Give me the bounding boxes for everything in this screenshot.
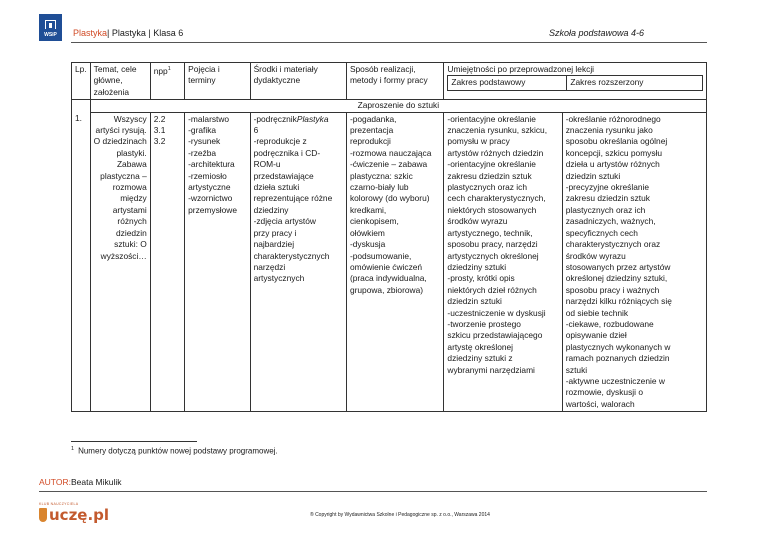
- cell-line: -aktywne uczestniczenie w: [565, 375, 665, 386]
- author-line: [39, 477, 122, 487]
- cell-line: znaczenia rysunku, szkicu,: [447, 125, 548, 136]
- header-pojecia: Pojęcia i terminy: [185, 63, 250, 100]
- cell-line: znaczenia rysunku jako: [565, 125, 653, 136]
- cell-line: sposobu określania ogólnej: [565, 136, 668, 147]
- cell-line: niektórych dzieł różnych: [447, 284, 537, 295]
- cell-line: -architektura: [188, 159, 235, 170]
- header-umiejetnosci: Umiejętności po przeprowadzonej lekcji Zakres podstawowy Zakres rozszerzony: [444, 63, 707, 100]
- cell-line: sztuki: O: [114, 239, 147, 250]
- author-name: Beata Mikulik: [70, 477, 122, 487]
- cell-line: rozmowie, dyskusji o: [565, 387, 643, 398]
- header-temat: Temat, cele główne, założenia: [90, 63, 150, 100]
- cell-line: -prosty, krótki opis: [447, 273, 515, 284]
- cell-line: plastycznych oraz ich: [565, 204, 646, 215]
- cell-line: dzieła sztuki: [253, 182, 300, 193]
- cell-line: reprezentujące różne: [253, 193, 333, 204]
- pencil-icon: [39, 508, 47, 522]
- section-row: [72, 100, 707, 112]
- cell-line: grupowa, zbiorowa): [349, 284, 424, 295]
- cell-line: szkicu przedstawiającego: [447, 330, 543, 341]
- footnote-marker: 1: [71, 446, 75, 452]
- lesson-row: [72, 112, 707, 412]
- cell-line: sztuki: [565, 364, 588, 375]
- cell-line: od siebie technik: [565, 307, 629, 318]
- cell-line: 3.1: [153, 125, 166, 136]
- cell-line: niektórych stosowanych: [447, 204, 537, 215]
- footnote: [71, 446, 278, 456]
- cell-line: -grafika: [188, 125, 217, 136]
- cell-line: artystycznych określonej: [447, 250, 539, 261]
- cell-line: zakresu dziedzin sztuk: [447, 170, 532, 181]
- header-zakres-rozszerzony: Zakres rozszerzony: [567, 76, 703, 90]
- cell-line: -orientacyjne określanie: [447, 113, 536, 124]
- cell-line: -określanie różnorodnego: [565, 113, 661, 124]
- cell-line: środków wyrazu: [447, 216, 508, 227]
- header-npp: npp$^1$: [150, 63, 184, 100]
- cell-line: -rzeźba: [188, 147, 217, 158]
- cell-line: artystami: [112, 204, 147, 215]
- cell-line: między: [120, 193, 147, 204]
- cell-line: dziedziny: [253, 204, 289, 215]
- cell-line: -orientacyjne określanie: [447, 159, 536, 170]
- cell-line: reprodukcji: [349, 136, 391, 147]
- cell-line: kolorowy (do wyboru): [349, 193, 430, 204]
- cell-line: dziedzin sztuki: [565, 170, 621, 181]
- cell-line: wybranymi narzędziami: [447, 364, 535, 375]
- cell-line: -tworzenie prostego: [447, 318, 521, 329]
- header-rule: [71, 42, 707, 43]
- cell-line: charakterystycznych oraz: [565, 239, 661, 250]
- header-sposob: Sposób realizacji, metody i formy pracy: [346, 63, 443, 100]
- cell-line: ramach poznanych dziedzin: [565, 353, 670, 364]
- subject-rest: | Plastyka | Klasa 6: [107, 28, 184, 38]
- cell-line: charakterystycznych: [253, 250, 330, 261]
- cell-line: 6: [253, 125, 259, 136]
- logo-mark-icon: [45, 20, 56, 29]
- cell-line: plastyki.: [116, 147, 147, 158]
- cell-line: -wzornictwo: [188, 193, 233, 204]
- cell-line: prezentacja: [349, 125, 394, 136]
- cell-line: dziedzin: [116, 227, 147, 238]
- lesson-plan-table: [71, 62, 707, 412]
- cell-line: zasadniczych, ważnych,: [565, 216, 656, 227]
- header-lp: Lp.: [72, 63, 91, 100]
- subject-header: [73, 28, 183, 38]
- cell-line: cienkopisem,: [349, 216, 399, 227]
- cell-line: dzieła u artystów różnych: [565, 159, 660, 170]
- cell-line: Wszyscy: [113, 113, 147, 124]
- cell-line: określonej dziedziny sztuki,: [565, 273, 668, 284]
- cell-line: -precyzyjne określanie: [565, 182, 650, 193]
- footer-rule: [39, 491, 707, 492]
- footnote-text: Numery dotyczą punktów nowej podstawy programowej.: [78, 446, 278, 456]
- cell-line: plastyczna –: [100, 170, 147, 181]
- copyright: ® Copyright by Wydawnictwa Szkolne i Pedagogiczne sp. z o.o., Warszawa 2014: [310, 512, 490, 518]
- cell-line: artystycznych: [253, 273, 305, 284]
- cell-line: dziedziny sztuki: [447, 261, 507, 272]
- cell-line: sposobu pracy, narzędzi: [447, 239, 538, 250]
- cell-line: artystycznego, technik,: [447, 227, 533, 238]
- header-zakres-podstawowy: Zakres podstawowy: [448, 76, 567, 90]
- section-title: Zaproszenie do sztuki: [90, 100, 706, 112]
- cell-line: artyści rysują.: [95, 125, 147, 136]
- footnote-rule: [71, 441, 197, 442]
- cell-line: artystyczne: [188, 182, 231, 193]
- cell-line: kredkami,: [349, 204, 387, 215]
- cell-line: -rozmowa nauczająca: [349, 147, 432, 158]
- cell-line: narzędzi: [253, 261, 286, 272]
- cell-line: -rzemiosło: [188, 170, 227, 181]
- cell-line: środków wyrazu: [565, 250, 626, 261]
- cell-line: dziedziny sztuki z: [447, 353, 513, 364]
- cell-line: -ciekawe, rozbudowane: [565, 318, 654, 329]
- cell-line: cech charakterystycznych,: [447, 193, 546, 204]
- author-label: AUTOR:: [39, 477, 71, 487]
- header-row: [72, 63, 707, 100]
- cell-line: wartości, walorach: [565, 398, 635, 409]
- cell-line: podręcznika i CD-: [253, 147, 321, 158]
- cell-line: dziedzin sztuki: [447, 296, 502, 307]
- cell-line: sposobu pracy i ważnych: [565, 284, 660, 295]
- cell-line: -uczestniczenie w dyskusji: [447, 307, 546, 318]
- cell-line: omówienie ćwiczeń: [349, 261, 423, 272]
- ucze-logo: [39, 502, 109, 525]
- cell-line: plastycznych oraz ich: [447, 182, 528, 193]
- cell-line: 3.2: [153, 136, 166, 147]
- header-srodki: Środki i materiały dydaktyczne: [250, 63, 346, 100]
- row-zakres-podstawowy: [444, 112, 562, 412]
- cell-line: wyższości…: [100, 250, 147, 261]
- cell-line: (praca indywidualna,: [349, 273, 427, 284]
- cell-line: koncepcji, szkicu pomysłu: [565, 147, 663, 158]
- cell-line: plastyczna: szkic: [349, 170, 413, 181]
- cell-line: -malarstwo: [188, 113, 230, 124]
- cell-line: -dyskusja: [349, 239, 386, 250]
- cell-line: Zabawa: [116, 159, 147, 170]
- logo-wordmark: uczę.pl: [49, 506, 110, 524]
- cell-line: opisywanie dzieł: [565, 330, 627, 341]
- cell-line: przy pracy i: [253, 227, 297, 238]
- cell-line: 2.2: [153, 113, 166, 124]
- cell-line: specyficznych cech: [565, 227, 638, 238]
- row-sposob: [346, 112, 443, 412]
- cell-line: O dziedzinach: [93, 136, 147, 147]
- school-level: Szkoła podstawowa 4-6: [548, 28, 644, 38]
- cell-line: najbardziej: [253, 239, 295, 250]
- cell-line: pomysłu w pracy: [447, 136, 510, 147]
- cell-line: przedstawiające: [253, 170, 314, 181]
- cell-line: ROM-u: [253, 159, 281, 170]
- logo-text: WSiP: [44, 32, 57, 38]
- row-srodki: -podręcznikPlastyka 6 -reprodukcje z podręcznika i CD- ROM-u przedstawiające dzieła sztuki reprezentujące różne dziedziny -zdjęcia artystów przy pracy i najbardziej charakterystycznych narzędzi artystycznych: [250, 112, 346, 412]
- cell-line: narzędzi kilku różniących się: [565, 296, 672, 307]
- row-pojecia: [185, 112, 250, 412]
- cell-line: zakresu dziedzin sztuk: [565, 193, 650, 204]
- cell-line: czarno-biały lub: [349, 182, 409, 193]
- wsip-logo: [39, 14, 62, 41]
- cell-line: -podsumowanie,: [349, 250, 412, 261]
- cell-line: -pogadanka,: [349, 113, 397, 124]
- cell-line: artystę określonej: [447, 341, 514, 352]
- row-zakres-rozszerzony: [562, 112, 706, 412]
- row-temat: [90, 112, 150, 412]
- cell-line: rozmowa: [112, 182, 147, 193]
- cell-line: przemysłowe: [188, 204, 237, 215]
- cell-line: -zdjęcia artystów: [253, 216, 316, 227]
- subject-accent: Plastyka: [73, 28, 108, 38]
- row-npp: [150, 112, 184, 412]
- cell-line: różnych: [117, 216, 147, 227]
- cell-line: -ćwiczenie – zabawa: [349, 159, 428, 170]
- cell-line: -reprodukcje z: [253, 136, 307, 147]
- cell-line: ołówkiem: [349, 227, 385, 238]
- cell-line: plastycznych wykonanych w: [565, 341, 671, 352]
- cell-line: -rysunek: [188, 136, 221, 147]
- row-lp: 1.: [72, 112, 91, 412]
- cell-line: stosowanych przez artystów: [565, 261, 671, 272]
- cell-line: artystów różnych dziedzin: [447, 147, 544, 158]
- logo-subtitle: KLUB NAUCZYCIELA: [39, 502, 79, 506]
